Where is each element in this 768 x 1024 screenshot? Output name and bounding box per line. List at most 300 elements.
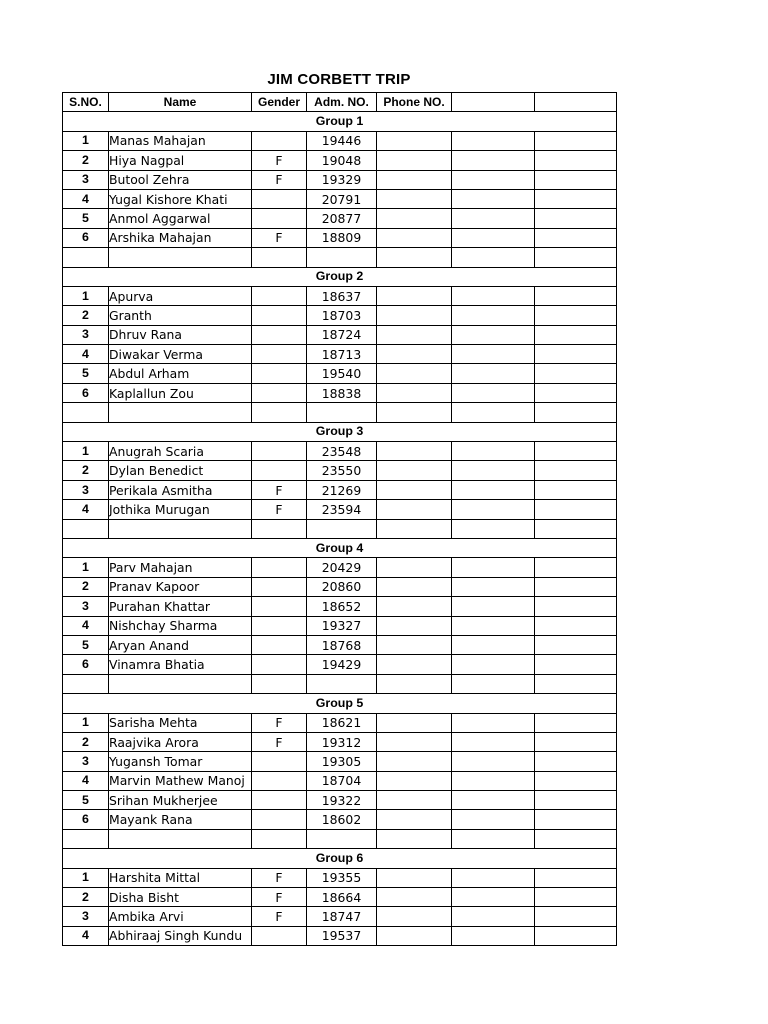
adm-no-cell[interactable]: 19429: [307, 655, 377, 674]
adm-no-cell[interactable]: 23548: [307, 442, 377, 461]
extra-cell[interactable]: [452, 228, 535, 247]
gender-cell[interactable]: [252, 345, 307, 364]
phone-no-cell[interactable]: [377, 151, 452, 170]
serial-number-cell[interactable]: 3: [63, 752, 109, 771]
phone-no-cell[interactable]: [377, 558, 452, 577]
name-cell[interactable]: Granth: [109, 306, 252, 325]
phone-no-cell[interactable]: [377, 868, 452, 887]
gender-cell[interactable]: F: [252, 868, 307, 887]
table-row: [63, 151, 617, 170]
header-phone-no[interactable]: Phone NO.: [377, 93, 452, 112]
extra-cell[interactable]: [452, 907, 535, 926]
phone-no-cell[interactable]: [377, 228, 452, 247]
phone-no-cell[interactable]: [377, 442, 452, 461]
empty-cell[interactable]: [377, 829, 452, 848]
table-row: [63, 306, 617, 325]
extra-cell[interactable]: [452, 597, 535, 616]
adm-no-cell[interactable]: 19048: [307, 151, 377, 170]
name-cell[interactable]: Abhiraaj Singh Kundu: [109, 926, 252, 945]
extra-cell[interactable]: [452, 151, 535, 170]
phone-no-cell[interactable]: [377, 577, 452, 596]
header-name[interactable]: Name: [109, 93, 252, 112]
adm-no-cell[interactable]: 18768: [307, 635, 377, 654]
table-row: [63, 635, 617, 654]
serial-number-cell[interactable]: 3: [63, 325, 109, 344]
phone-no-cell[interactable]: [377, 597, 452, 616]
extra-cell[interactable]: [535, 151, 617, 170]
serial-number-cell[interactable]: 1: [63, 442, 109, 461]
name-cell[interactable]: Raajvika Arora: [109, 732, 252, 751]
gender-cell[interactable]: F: [252, 170, 307, 189]
extra-cell[interactable]: [535, 635, 617, 654]
name-cell[interactable]: Arshika Mahajan: [109, 228, 252, 247]
extra-cell[interactable]: [535, 597, 617, 616]
gender-cell[interactable]: [252, 926, 307, 945]
extra-cell[interactable]: [452, 791, 535, 810]
empty-cell[interactable]: [252, 403, 307, 422]
name-cell[interactable]: Dylan Benedict: [109, 461, 252, 480]
serial-number-cell[interactable]: 3: [63, 597, 109, 616]
extra-cell[interactable]: [535, 810, 617, 829]
phone-no-cell[interactable]: [377, 364, 452, 383]
name-cell[interactable]: Mayank Rana: [109, 810, 252, 829]
trip-table: [62, 92, 617, 946]
adm-no-cell[interactable]: 23550: [307, 461, 377, 480]
empty-cell[interactable]: [452, 674, 535, 693]
adm-no-cell[interactable]: 19355: [307, 868, 377, 887]
adm-no-cell[interactable]: 18713: [307, 345, 377, 364]
serial-number-cell[interactable]: 1: [63, 713, 109, 732]
serial-number-cell[interactable]: 5: [63, 364, 109, 383]
empty-cell[interactable]: [452, 519, 535, 538]
extra-cell[interactable]: [452, 480, 535, 499]
serial-number-cell[interactable]: 6: [63, 810, 109, 829]
extra-cell[interactable]: [452, 286, 535, 305]
name-cell[interactable]: Sarisha Mehta: [109, 713, 252, 732]
phone-no-cell[interactable]: [377, 383, 452, 402]
adm-no-cell[interactable]: 18637: [307, 286, 377, 305]
empty-cell[interactable]: [252, 829, 307, 848]
table-row: [63, 907, 617, 926]
gender-cell[interactable]: [252, 325, 307, 344]
extra-cell[interactable]: [452, 345, 535, 364]
empty-cell[interactable]: [109, 248, 252, 267]
empty-cell[interactable]: [535, 403, 617, 422]
name-cell[interactable]: Kaplallun Zou: [109, 383, 252, 402]
name-cell[interactable]: Nishchay Sharma: [109, 616, 252, 635]
phone-no-cell[interactable]: [377, 286, 452, 305]
table-body: [63, 112, 617, 946]
extra-cell[interactable]: [535, 364, 617, 383]
adm-no-cell[interactable]: 19312: [307, 732, 377, 751]
serial-number-cell[interactable]: 6: [63, 228, 109, 247]
phone-no-cell[interactable]: [377, 713, 452, 732]
name-cell[interactable]: Dhruv Rana: [109, 325, 252, 344]
empty-cell[interactable]: [63, 403, 109, 422]
extra-cell[interactable]: [452, 655, 535, 674]
table-row: [63, 713, 617, 732]
table-row: [63, 791, 617, 810]
empty-cell[interactable]: [535, 519, 617, 538]
extra-cell[interactable]: [535, 752, 617, 771]
name-cell[interactable]: Jothika Murugan: [109, 500, 252, 519]
name-cell[interactable]: Vinamra Bhatia: [109, 655, 252, 674]
table-row: [63, 442, 617, 461]
serial-number-cell[interactable]: 5: [63, 635, 109, 654]
extra-cell[interactable]: [452, 325, 535, 344]
name-cell[interactable]: Purahan Khattar: [109, 597, 252, 616]
name-cell[interactable]: Parv Mahajan: [109, 558, 252, 577]
extra-cell[interactable]: [535, 655, 617, 674]
extra-cell[interactable]: [535, 926, 617, 945]
extra-cell[interactable]: [452, 810, 535, 829]
adm-no-cell[interactable]: 18724: [307, 325, 377, 344]
adm-no-cell[interactable]: 20877: [307, 209, 377, 228]
table-row: [63, 771, 617, 790]
phone-no-cell[interactable]: [377, 907, 452, 926]
phone-no-cell[interactable]: [377, 655, 452, 674]
adm-no-cell[interactable]: 19537: [307, 926, 377, 945]
serial-number-cell[interactable]: 6: [63, 655, 109, 674]
gender-cell[interactable]: [252, 577, 307, 596]
adm-no-cell[interactable]: 18809: [307, 228, 377, 247]
empty-cell[interactable]: [377, 519, 452, 538]
blank-row: [63, 519, 617, 538]
adm-no-cell[interactable]: 18664: [307, 888, 377, 907]
gender-cell[interactable]: [252, 771, 307, 790]
group-header-row: [63, 112, 617, 131]
name-cell[interactable]: Srihan Mukherjee: [109, 791, 252, 810]
name-cell[interactable]: Hiya Nagpal: [109, 151, 252, 170]
extra-cell[interactable]: [535, 383, 617, 402]
extra-cell[interactable]: [535, 209, 617, 228]
serial-number-cell[interactable]: 2: [63, 577, 109, 596]
name-cell[interactable]: Anugrah Scaria: [109, 442, 252, 461]
group-label[interactable]: Group 5: [63, 694, 617, 713]
header-adm-no[interactable]: Adm. NO.: [307, 93, 377, 112]
gender-cell[interactable]: [252, 791, 307, 810]
gender-cell[interactable]: [252, 383, 307, 402]
empty-cell[interactable]: [252, 248, 307, 267]
gender-cell[interactable]: F: [252, 907, 307, 926]
table-row: [63, 480, 617, 499]
table-row: [63, 209, 617, 228]
empty-cell[interactable]: [452, 403, 535, 422]
group-header-row: [63, 538, 617, 557]
extra-cell[interactable]: [535, 500, 617, 519]
extra-cell[interactable]: [452, 771, 535, 790]
adm-no-cell[interactable]: 18703: [307, 306, 377, 325]
serial-number-cell[interactable]: 2: [63, 461, 109, 480]
phone-no-cell[interactable]: [377, 926, 452, 945]
adm-no-cell[interactable]: 18704: [307, 771, 377, 790]
table-row: [63, 345, 617, 364]
extra-cell[interactable]: [535, 170, 617, 189]
extra-cell[interactable]: [452, 500, 535, 519]
blank-row: [63, 829, 617, 848]
header-row: [63, 93, 617, 112]
table-row: [63, 170, 617, 189]
extra-cell[interactable]: [452, 713, 535, 732]
serial-number-cell[interactable]: 3: [63, 480, 109, 499]
serial-number-cell[interactable]: 6: [63, 383, 109, 402]
table-row: [63, 286, 617, 305]
gender-cell[interactable]: [252, 286, 307, 305]
extra-cell[interactable]: [452, 926, 535, 945]
name-cell[interactable]: Yugansh Tomar: [109, 752, 252, 771]
extra-cell[interactable]: [535, 732, 617, 751]
empty-cell[interactable]: [377, 403, 452, 422]
table-row: [63, 500, 617, 519]
empty-cell[interactable]: [63, 519, 109, 538]
extra-cell[interactable]: [535, 306, 617, 325]
group-label[interactable]: Group 4: [63, 538, 617, 557]
group-label[interactable]: Group 3: [63, 422, 617, 441]
blank-row: [63, 674, 617, 693]
empty-cell[interactable]: [377, 674, 452, 693]
phone-no-cell[interactable]: [377, 131, 452, 150]
adm-no-cell[interactable]: 20860: [307, 577, 377, 596]
gender-cell[interactable]: [252, 655, 307, 674]
gender-cell[interactable]: [252, 597, 307, 616]
serial-number-cell[interactable]: 1: [63, 286, 109, 305]
group-header-row: [63, 694, 617, 713]
gender-cell[interactable]: [252, 616, 307, 635]
extra-cell[interactable]: [535, 713, 617, 732]
empty-cell[interactable]: [109, 674, 252, 693]
serial-number-cell[interactable]: 4: [63, 926, 109, 945]
extra-cell[interactable]: [535, 461, 617, 480]
gender-cell[interactable]: [252, 189, 307, 208]
adm-no-cell[interactable]: 20429: [307, 558, 377, 577]
empty-cell[interactable]: [535, 829, 617, 848]
gender-cell[interactable]: F: [252, 888, 307, 907]
adm-no-cell[interactable]: 20791: [307, 189, 377, 208]
extra-cell[interactable]: [535, 888, 617, 907]
gender-cell[interactable]: F: [252, 732, 307, 751]
extra-cell[interactable]: [535, 616, 617, 635]
empty-cell[interactable]: [535, 674, 617, 693]
name-cell[interactable]: Abdul Arham: [109, 364, 252, 383]
name-cell[interactable]: Butool Zehra: [109, 170, 252, 189]
empty-cell[interactable]: [307, 519, 377, 538]
phone-no-cell[interactable]: [377, 480, 452, 499]
extra-cell[interactable]: [452, 577, 535, 596]
gender-cell[interactable]: [252, 131, 307, 150]
extra-cell[interactable]: [452, 170, 535, 189]
group-header-row: [63, 849, 617, 868]
table-row: [63, 325, 617, 344]
empty-cell[interactable]: [452, 248, 535, 267]
phone-no-cell[interactable]: [377, 635, 452, 654]
adm-no-cell[interactable]: 19329: [307, 170, 377, 189]
extra-cell[interactable]: [535, 868, 617, 887]
serial-number-cell[interactable]: 1: [63, 868, 109, 887]
name-cell[interactable]: Perikala Asmitha: [109, 480, 252, 499]
phone-no-cell[interactable]: [377, 189, 452, 208]
group-label[interactable]: Group 2: [63, 267, 617, 286]
extra-cell[interactable]: [535, 189, 617, 208]
header-sno[interactable]: S.NO.: [63, 93, 109, 112]
name-cell[interactable]: Marvin Mathew Manoj: [109, 771, 252, 790]
empty-cell[interactable]: [307, 248, 377, 267]
name-cell[interactable]: Disha Bisht: [109, 888, 252, 907]
group-header-row: [63, 267, 617, 286]
adm-no-cell[interactable]: 18747: [307, 907, 377, 926]
serial-number-cell[interactable]: 2: [63, 306, 109, 325]
phone-no-cell[interactable]: [377, 170, 452, 189]
phone-no-cell[interactable]: [377, 810, 452, 829]
extra-cell[interactable]: [535, 131, 617, 150]
gender-cell[interactable]: [252, 810, 307, 829]
serial-number-cell[interactable]: 4: [63, 500, 109, 519]
gender-cell[interactable]: F: [252, 480, 307, 499]
extra-cell[interactable]: [535, 442, 617, 461]
extra-cell[interactable]: [535, 558, 617, 577]
name-cell[interactable]: Pranav Kapoor: [109, 577, 252, 596]
extra-cell[interactable]: [452, 442, 535, 461]
phone-no-cell[interactable]: [377, 616, 452, 635]
adm-no-cell[interactable]: 19446: [307, 131, 377, 150]
extra-cell[interactable]: [535, 480, 617, 499]
gender-cell[interactable]: F: [252, 228, 307, 247]
phone-no-cell[interactable]: [377, 209, 452, 228]
header-gender[interactable]: Gender: [252, 93, 307, 112]
name-cell[interactable]: Apurva: [109, 286, 252, 305]
adm-no-cell[interactable]: 19327: [307, 616, 377, 635]
phone-no-cell[interactable]: [377, 791, 452, 810]
gender-cell[interactable]: [252, 752, 307, 771]
adm-no-cell[interactable]: 18652: [307, 597, 377, 616]
extra-cell[interactable]: [535, 907, 617, 926]
serial-number-cell[interactable]: 1: [63, 131, 109, 150]
extra-cell[interactable]: [452, 364, 535, 383]
adm-no-cell[interactable]: 21269: [307, 480, 377, 499]
gender-cell[interactable]: F: [252, 151, 307, 170]
adm-no-cell[interactable]: 19322: [307, 791, 377, 810]
adm-no-cell[interactable]: 23594: [307, 500, 377, 519]
phone-no-cell[interactable]: [377, 306, 452, 325]
serial-number-cell[interactable]: 1: [63, 558, 109, 577]
extra-cell[interactable]: [535, 577, 617, 596]
extra-cell[interactable]: [452, 189, 535, 208]
empty-cell[interactable]: [307, 829, 377, 848]
extra-cell[interactable]: [452, 616, 535, 635]
adm-no-cell[interactable]: 18621: [307, 713, 377, 732]
empty-cell[interactable]: [307, 403, 377, 422]
extra-cell[interactable]: [452, 131, 535, 150]
serial-number-cell[interactable]: 2: [63, 151, 109, 170]
gender-cell[interactable]: [252, 461, 307, 480]
name-cell[interactable]: Ambika Arvi: [109, 907, 252, 926]
extra-cell[interactable]: [535, 791, 617, 810]
extra-cell[interactable]: [452, 461, 535, 480]
extra-cell[interactable]: [452, 383, 535, 402]
serial-number-cell[interactable]: 4: [63, 189, 109, 208]
extra-cell[interactable]: [535, 228, 617, 247]
empty-cell[interactable]: [63, 674, 109, 693]
empty-cell[interactable]: [109, 403, 252, 422]
serial-number-cell[interactable]: 4: [63, 345, 109, 364]
empty-cell[interactable]: [252, 674, 307, 693]
extra-cell[interactable]: [535, 286, 617, 305]
phone-no-cell[interactable]: [377, 325, 452, 344]
name-cell[interactable]: Yugal Kishore Khati: [109, 189, 252, 208]
extra-cell[interactable]: [452, 868, 535, 887]
gender-cell[interactable]: F: [252, 500, 307, 519]
name-cell[interactable]: Diwakar Verma: [109, 345, 252, 364]
phone-no-cell[interactable]: [377, 888, 452, 907]
phone-no-cell[interactable]: [377, 752, 452, 771]
phone-no-cell[interactable]: [377, 345, 452, 364]
gender-cell[interactable]: [252, 209, 307, 228]
serial-number-cell[interactable]: 3: [63, 170, 109, 189]
serial-number-cell[interactable]: 2: [63, 888, 109, 907]
extra-cell[interactable]: [452, 306, 535, 325]
phone-no-cell[interactable]: [377, 771, 452, 790]
name-cell[interactable]: Harshita Mittal: [109, 868, 252, 887]
serial-number-cell[interactable]: 4: [63, 771, 109, 790]
gender-cell[interactable]: F: [252, 713, 307, 732]
extra-cell[interactable]: [452, 209, 535, 228]
phone-no-cell[interactable]: [377, 500, 452, 519]
gender-cell[interactable]: [252, 635, 307, 654]
gender-cell[interactable]: [252, 364, 307, 383]
extra-cell[interactable]: [535, 345, 617, 364]
empty-cell[interactable]: [535, 248, 617, 267]
adm-no-cell[interactable]: 19305: [307, 752, 377, 771]
group-header-row: [63, 422, 617, 441]
empty-cell[interactable]: [109, 519, 252, 538]
serial-number-cell[interactable]: 5: [63, 209, 109, 228]
empty-cell[interactable]: [63, 248, 109, 267]
group-label[interactable]: Group 6: [63, 849, 617, 868]
serial-number-cell[interactable]: 5: [63, 791, 109, 810]
phone-no-cell[interactable]: [377, 461, 452, 480]
empty-cell[interactable]: [252, 519, 307, 538]
serial-number-cell[interactable]: 2: [63, 732, 109, 751]
extra-cell[interactable]: [452, 558, 535, 577]
header-extra-1[interactable]: [452, 93, 535, 112]
gender-cell[interactable]: [252, 442, 307, 461]
extra-cell[interactable]: [452, 752, 535, 771]
empty-cell[interactable]: [377, 248, 452, 267]
empty-cell[interactable]: [109, 829, 252, 848]
empty-cell[interactable]: [307, 674, 377, 693]
gender-cell[interactable]: [252, 306, 307, 325]
empty-cell[interactable]: [63, 829, 109, 848]
adm-no-cell[interactable]: 18838: [307, 383, 377, 402]
group-label[interactable]: Group 1: [63, 112, 617, 131]
blank-row: [63, 403, 617, 422]
extra-cell[interactable]: [452, 888, 535, 907]
name-cell[interactable]: Manas Mahajan: [109, 131, 252, 150]
name-cell[interactable]: Anmol Aggarwal: [109, 209, 252, 228]
name-cell[interactable]: Aryan Anand: [109, 635, 252, 654]
empty-cell[interactable]: [452, 829, 535, 848]
adm-no-cell[interactable]: 18602: [307, 810, 377, 829]
extra-cell[interactable]: [452, 635, 535, 654]
serial-number-cell[interactable]: 3: [63, 907, 109, 926]
extra-cell[interactable]: [535, 325, 617, 344]
adm-no-cell[interactable]: 19540: [307, 364, 377, 383]
header-extra-2[interactable]: [535, 93, 617, 112]
extra-cell[interactable]: [452, 732, 535, 751]
extra-cell[interactable]: [535, 771, 617, 790]
serial-number-cell[interactable]: 4: [63, 616, 109, 635]
gender-cell[interactable]: [252, 558, 307, 577]
phone-no-cell[interactable]: [377, 732, 452, 751]
